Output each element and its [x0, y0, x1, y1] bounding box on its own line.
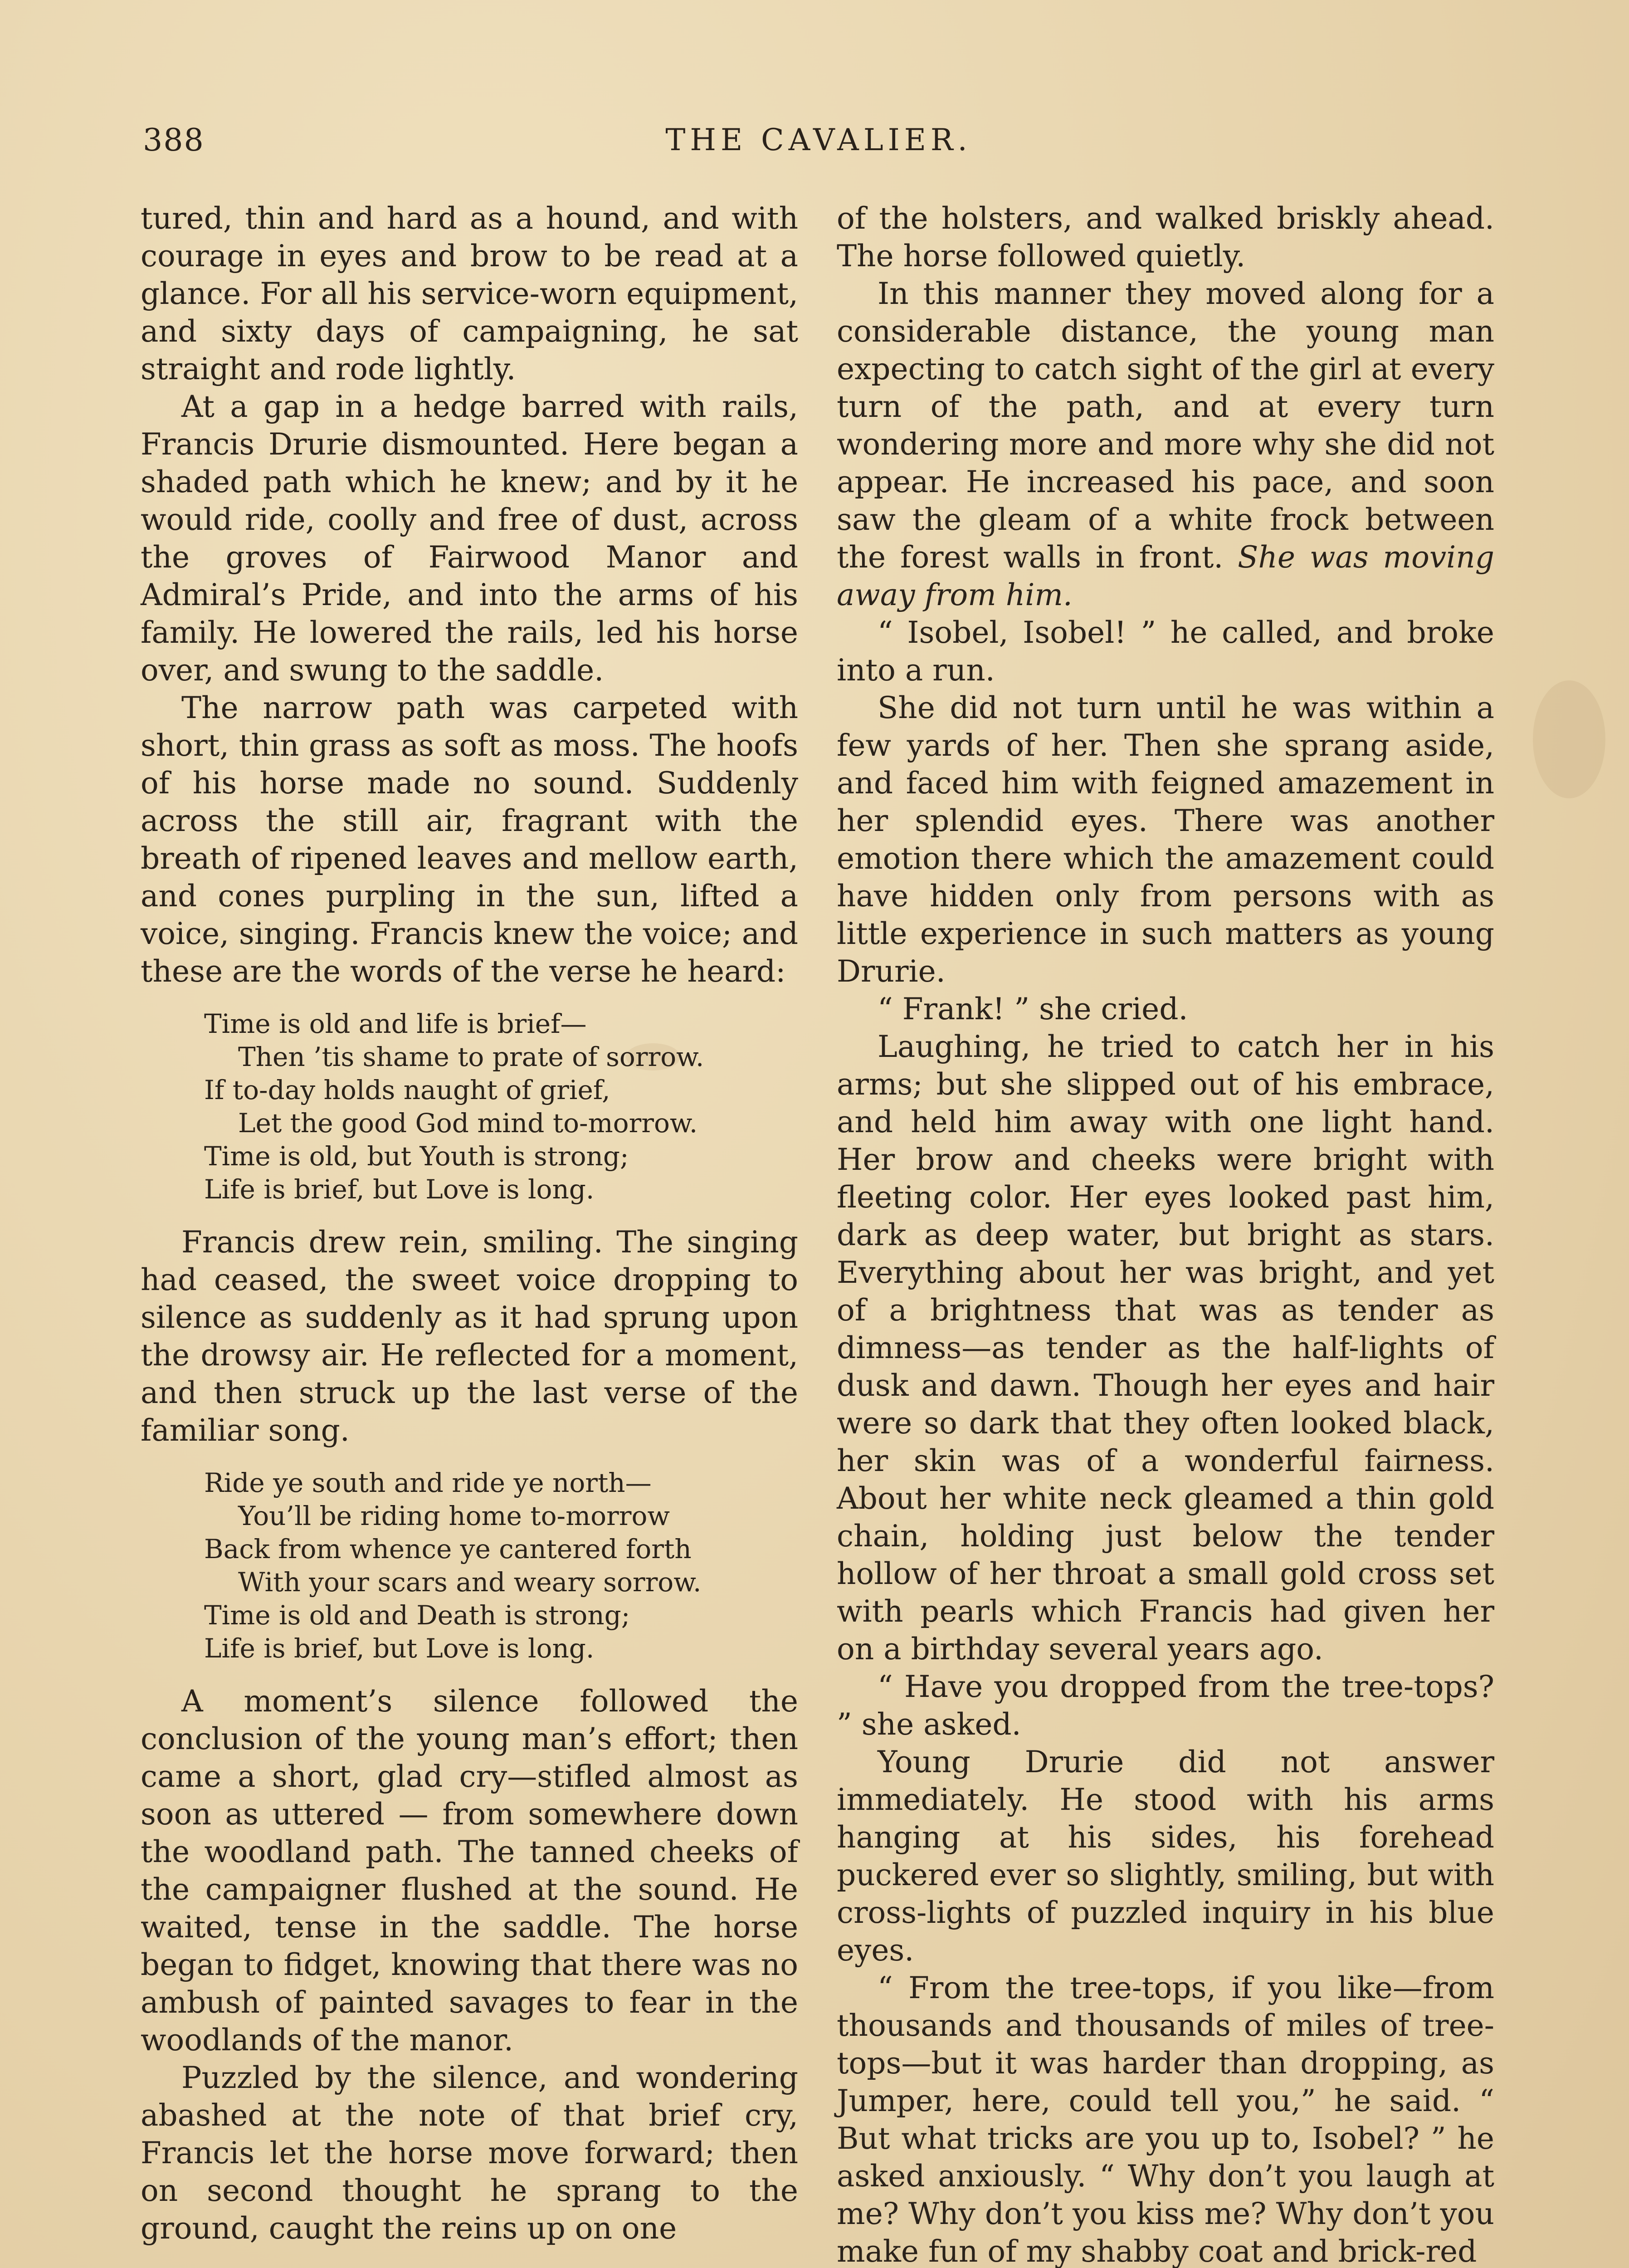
- paragraph: Young Drurie did not answer immediately. He stood with his arms hanging at his sides, his forehead puckered ever so slightly, smiling, but with cross-lights of puzzled inquiry in his blue eyes.: [837, 1745, 1494, 1968]
- running-title: THE CAVALIER.: [665, 122, 972, 157]
- verse-stanza-2: [204, 1466, 798, 1665]
- paragraph: The narrow path was carpeted with short, thin grass as soft as moss. The hoofs of his horse made no sound. Suddenly across the still air, fragrant with the breath of ripened leaves and mellow earth, and cones purpling in the sun, lifted a voice, singing. Francis knew the voice; and these are the words of the verse he heard:: [141, 690, 798, 989]
- page-number: 388: [143, 122, 205, 158]
- paragraph: “ Have you dropped from the tree-tops? ” she asked.: [837, 1669, 1494, 1742]
- paragraph: Francis drew rein, smiling. The singing had ceased, the sweet voice dropping to silence as suddenly as it had sprung upon the drowsy air. He reflected for a moment, and then struck up the last verse of the familiar song.: [141, 1225, 798, 1448]
- paper-stain: [1533, 680, 1605, 798]
- italic-sentence: She was moving away from him.: [837, 540, 1494, 612]
- paragraph: She did not turn until he was within a few yards of her. Then she sprang aside, and faced him with feigned amazement in her splendid eyes. There was another emotion there which the amazement could have hidden only from persons with as little experience in such matters as young Drurie.: [837, 690, 1494, 989]
- paragraph: “ Frank! ” she cried.: [878, 992, 1188, 1026]
- verse-line: Life is brief, but Love is long.: [204, 1633, 595, 1664]
- verse-line: If to-day holds naught of grief,: [204, 1075, 610, 1105]
- paragraph: “ From the tree-tops, if you like—from thousands and thousands of miles of tree-tops—but it was harder than dropping, as Jumper, here, could tell you,” he said. “ But what tricks are you up to, Isobel? ” he asked anxiously. “ Why don’t you laugh at me? Why don’t you kiss me? Why don’t you make fun of my shabby coat and brick-red: [837, 1970, 1494, 2268]
- paragraph: of the holsters, and walked briskly ahead. The horse followed quietly.: [837, 201, 1494, 274]
- verse-line: With your scars and weary sorrow.: [238, 1567, 702, 1598]
- verse-stanza-1: [204, 1007, 798, 1206]
- verse-line: You’ll be riding home to-morrow: [238, 1501, 670, 1531]
- left-column: [141, 200, 798, 2247]
- page-header: [143, 122, 1494, 168]
- verse-line: Time is old and Death is strong;: [204, 1600, 630, 1631]
- paragraph: “ Isobel, Isobel! ” he called, and broke into a run.: [837, 615, 1494, 688]
- verse-line: Let the good God mind to-morrow.: [238, 1108, 698, 1139]
- paragraph-text: In this manner they moved along for a considerable distance, the young man expecting to catch sight of the girl at every turn of the path, and at every turn wondering more and more why she did not appear. He increased his pace, and soon saw the gleam of a white frock between the forest walls in front.: [837, 276, 1494, 575]
- paragraph: Laughing, he tried to catch her in his arms; but she slipped out of his embrace, and held him away with one light hand. Her brow and cheeks were bright with fleeting color. Her eyes looked past him, dark as deep water, but bright as stars. Everything about her was bright, and yet of a brightness that was as tender as dimness—as tender as the half-lights of dusk and dawn. Though her eyes and hair were so dark that they often looked black, her skin was of a wonderful fairness. About her white neck gleamed a thin gold chain, holding just below the tender hollow of her throat a small gold cross set with pearls which Francis had given her on a birthday several years ago.: [837, 1029, 1494, 1667]
- paragraph: Puzzled by the silence, and wondering abashed at the note of that brief cry, Francis let the horse move forward; then on second thought he sprang to the ground, caught the reins up on one: [141, 2060, 798, 2246]
- paragraph: [837, 275, 1494, 614]
- verse-line: Then ’tis shame to prate of sorrow.: [238, 1041, 704, 1072]
- paragraph: At a gap in a hedge barred with rails, Francis Drurie dismounted. Here began a shaded path which he knew; and by it he would ride, coolly and free of dust, across the groves of Fairwood Manor and Admiral’s Pride, and into the arms of his family. He lowered the rails, led his horse over, and swung to the saddle.: [141, 389, 798, 688]
- paragraph: A moment’s silence followed the conclusion of the young man’s effort; then came a short, glad cry—stifled almost as soon as uttered — from somewhere down the woodland path. The tanned cheeks of the campaigner flushed at the sound. He waited, tense in the saddle. The horse began to fidget, knowing that there was no ambush of painted savages to fear in the woodlands of the manor.: [141, 1684, 798, 2058]
- paragraph: tured, thin and hard as a hound, and with courage in eyes and brow to be read at a glance. For all his service-worn equipment, and sixty days of campaigning, he sat straight and rode lightly.: [141, 201, 798, 386]
- verse-line: Ride ye south and ride ye north—: [204, 1467, 652, 1498]
- verse-line: Time is old and life is brief—: [204, 1008, 587, 1039]
- right-column: [837, 200, 1494, 2268]
- verse-line: Time is old, but Youth is strong;: [204, 1141, 629, 1172]
- verse-line: Life is brief, but Love is long.: [204, 1174, 595, 1205]
- verse-line: Back from whence ye cantered forth: [204, 1534, 692, 1564]
